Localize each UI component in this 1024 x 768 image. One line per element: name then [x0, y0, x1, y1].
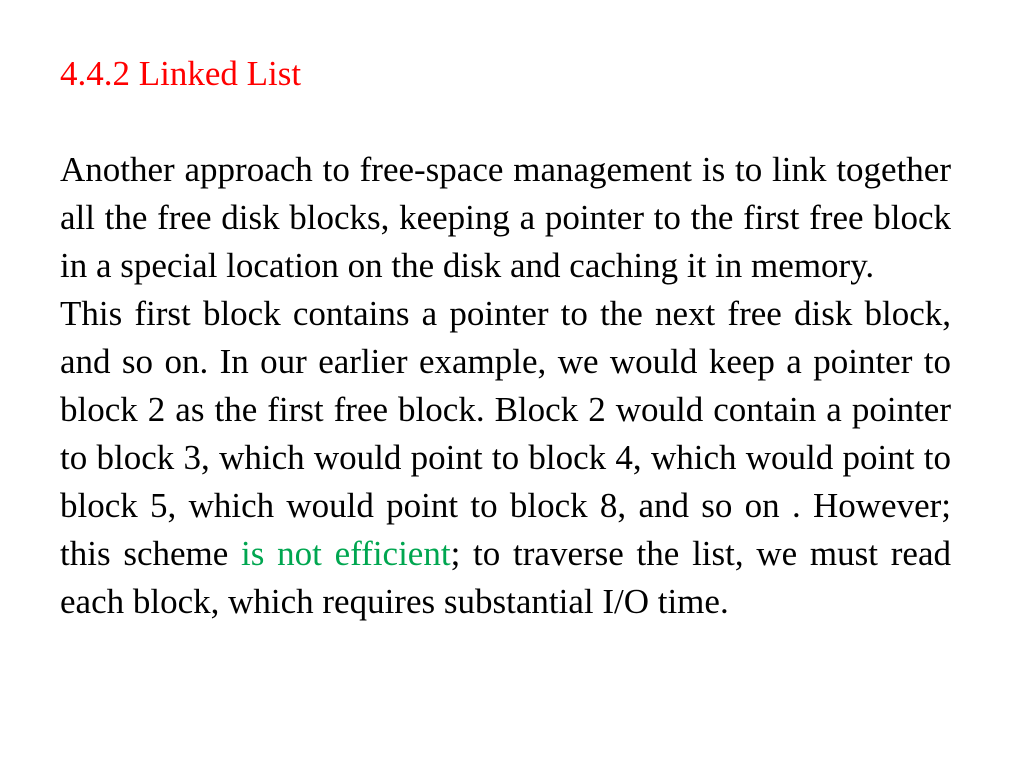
- paragraph-intro: Another approach to free-space management is to link together all the free disk blocks, keeping a pointer to the first free block in a special location on the disk and caching it in memory.: [60, 150, 951, 285]
- highlighted-phrase: is not efficient: [241, 534, 451, 573]
- paragraph-details-text: This first block contains a pointer to the next free disk block, and so on. In our earlier example, we would keep a pointer to block 2 as the first free block. Block 2 would contain a pointer to block 3, which would point to block 4, which would point to block 5, which would point to block 8, and so on . However; this scheme: [60, 294, 951, 573]
- body-text: [60, 146, 951, 626]
- paragraph-details: [60, 290, 951, 626]
- section-heading: 4.4.2 Linked List: [60, 54, 302, 93]
- paragraph-details-continuation: ; to traverse the list, we must read each block, which requires substantial I/O time.: [60, 534, 951, 621]
